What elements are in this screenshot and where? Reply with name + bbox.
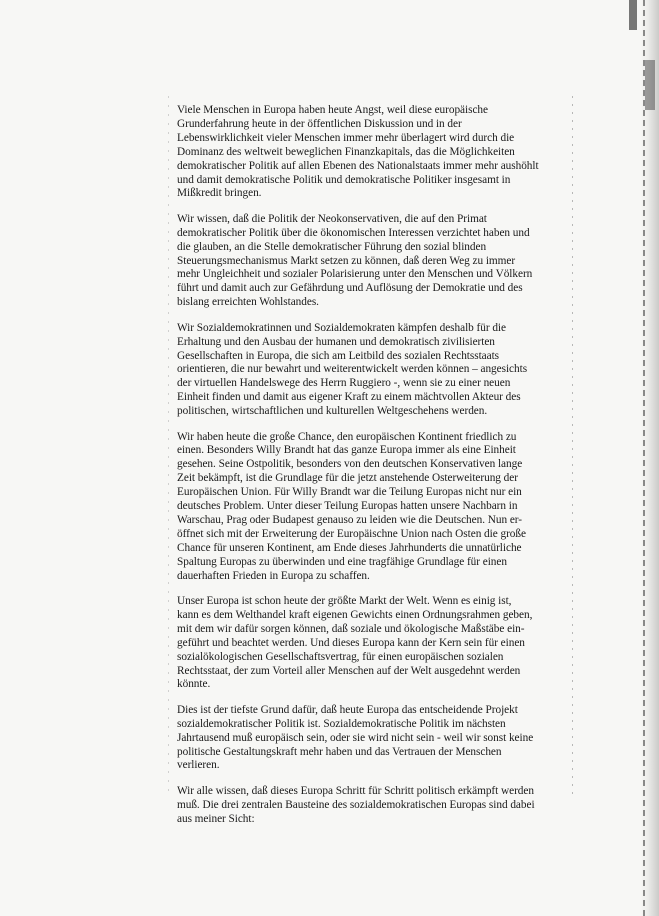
text-line: Wir wissen, daß die Politik der Neokonservativen, die auf den Primat [177, 212, 487, 225]
text-line: politischen, wirtschaftlichen und kulturellen Weltgeschehens werden. [177, 405, 488, 418]
text-line: Spaltung Europas zu überwinden und eine tragfähige Grundlage für einen [177, 555, 507, 568]
text-line: orientieren, die nur bewahrt und weiterentwickelt werden können – angesichts [177, 363, 528, 376]
text-line: Gesellschaften in Europa, die sich am Leitbild des sozialen Rechtsstaats [177, 349, 500, 362]
text-line: verlieren. [177, 759, 220, 772]
text-line: dauerhaften Frieden in Europa zu schaffen. [177, 569, 370, 582]
text-line: politische Gestaltungskraft mehr haben und das Vertrauen der Menschen [177, 745, 502, 758]
text-line: einen. Besonders Willy Brandt hat das ganze Europa immer als eine Einheit [177, 444, 516, 457]
text-line: sozialdemokratischer Politik ist. Sozialdemokratische Politik im nächsten [177, 717, 506, 730]
text-line: Erhaltung und den Ausbau der humanen und demokratisch zivilisierten [177, 335, 495, 348]
text-line: Lebenswirklichkeit vieler Menschen immer mehr überlagert wird durch die [177, 131, 515, 144]
text-line: Chance für unseren Kontinent, am Ende dieses Jahrhunderts die unnatürliche [177, 541, 522, 554]
text-line: Einheit finden und damit aus eigener Kraft zu einem mächtvollen Akteur des [177, 391, 521, 404]
scan-edge-line [643, 0, 645, 916]
text-line: mit dem wir dafür sorgen können, daß soziale und ökologische Maßstäbe ein- [177, 622, 525, 635]
text-line: sozialökologischen Gesellschaftsvertrag, für einen europäischen sozialen [177, 650, 504, 663]
paragraph [177, 785, 573, 827]
text-line: Unser Europa ist schon heute der größte Markt der Welt. Wenn es einig ist, [177, 595, 512, 607]
paragraph [177, 704, 573, 774]
text-line: Grunderfahrung heute in der öffentlichen Diskussion und in der [177, 117, 462, 130]
text-line: mehr Ungleichheit und sozialer Polarisierung unter den Menschen und Völkern [177, 268, 533, 281]
text-line: Dies ist der tiefste Grund dafür, daß heute Europa das entscheidende Projekt [177, 703, 518, 716]
text-line: gesehen. Seine Ostpolitik, besonders von den deutschen Konservativen lange [177, 458, 523, 471]
text-line: demokratischer Politik über die ökonomischen Interessen verzichtet haben und [177, 226, 530, 239]
text-line: die glauben, an die Stelle demokratischer Führung den sozial blinden [177, 240, 487, 253]
scan-edge-mark [629, 0, 637, 30]
text-line: Viele Menschen in Europa haben heute Angst, weil diese europäische [177, 104, 488, 116]
text-line: der virtuellen Handelswege des Herrn Ruggiero -, wenn sie zu einer neuen [177, 377, 511, 390]
paragraph [177, 322, 573, 419]
paragraph [177, 213, 573, 310]
text-line: kann es dem Welthandel kraft eigenen Gewichts einen Ordnungsrahmen geben, [177, 608, 533, 621]
text-line: und damit demokratische Politik und demokratische Politiker insgesamt in [177, 173, 511, 186]
text-line: Warschau, Prag oder Budapest genauso zu leiden wie die Deutschen. Nun er- [177, 513, 522, 526]
text-line: Europäischen Union. Für Willy Brandt war die Teilung Europas nicht nur ein [177, 486, 522, 499]
text-line: aus meiner Sicht: [177, 812, 255, 825]
text-line: deutsches Problem. Unter dieser Teilung Europas hatten unsere Nachbarn in [177, 500, 518, 513]
text-line: geführt und beachtet werden. Und dieses Europa kann der Kern sein für einen [177, 636, 525, 649]
text-line: führt und damit auch zur Gefährdung und Auflösung der Demokratie und des [177, 282, 523, 295]
text-line: Jahrtausend muß europäisch sein, oder sie wird nicht sein - weil wir sonst keine [177, 731, 534, 744]
text-line: Steuerungsmechanismus Markt setzen zu können, daß deren Weg zu immer [177, 254, 516, 267]
text-line: Rechtsstaat, der zum Vorteil aller Menschen auf der Welt ausgedehnt werden [177, 664, 521, 677]
text-line: Wir haben heute die große Chance, den europäischen Kontinent friedlich zu [177, 430, 517, 443]
paragraph [177, 431, 573, 584]
text-line: bislang erreichten Wohlstandes. [177, 296, 319, 309]
text-line: Mißkredit bringen. [177, 187, 262, 200]
text-line: Wir Sozialdemokratinnen und Sozialdemokraten kämpfen deshalb für die [177, 321, 506, 334]
text-line: Dominanz des weltweit beweglichen Finanzkapitals, das die Möglichkeiten [177, 145, 515, 158]
text-line: könnte. [177, 678, 211, 691]
paragraph [177, 595, 573, 692]
copy-artifact-dotted-line [168, 96, 169, 796]
scan-edge-mark [645, 60, 655, 110]
document-body [177, 104, 573, 838]
text-line: muß. Die drei zentralen Bausteine des sozialdemokratischen Europas sind dabei [177, 798, 535, 811]
text-line: Zeit bekämpft, ist die Grundlage für die jetzt anstehende Osterweiterung der [177, 472, 518, 485]
text-line: öffnet sich mit der Erweiterung der Europäischne Union nach Osten die große [177, 527, 526, 540]
text-line: Wir alle wissen, daß dieses Europa Schritt für Schritt politisch erkämpft werden [177, 784, 534, 797]
paragraph [177, 104, 573, 201]
text-line: demokratischer Politik auf allen Ebenen des Nationalstaats immer mehr aushöhlt [177, 159, 539, 172]
